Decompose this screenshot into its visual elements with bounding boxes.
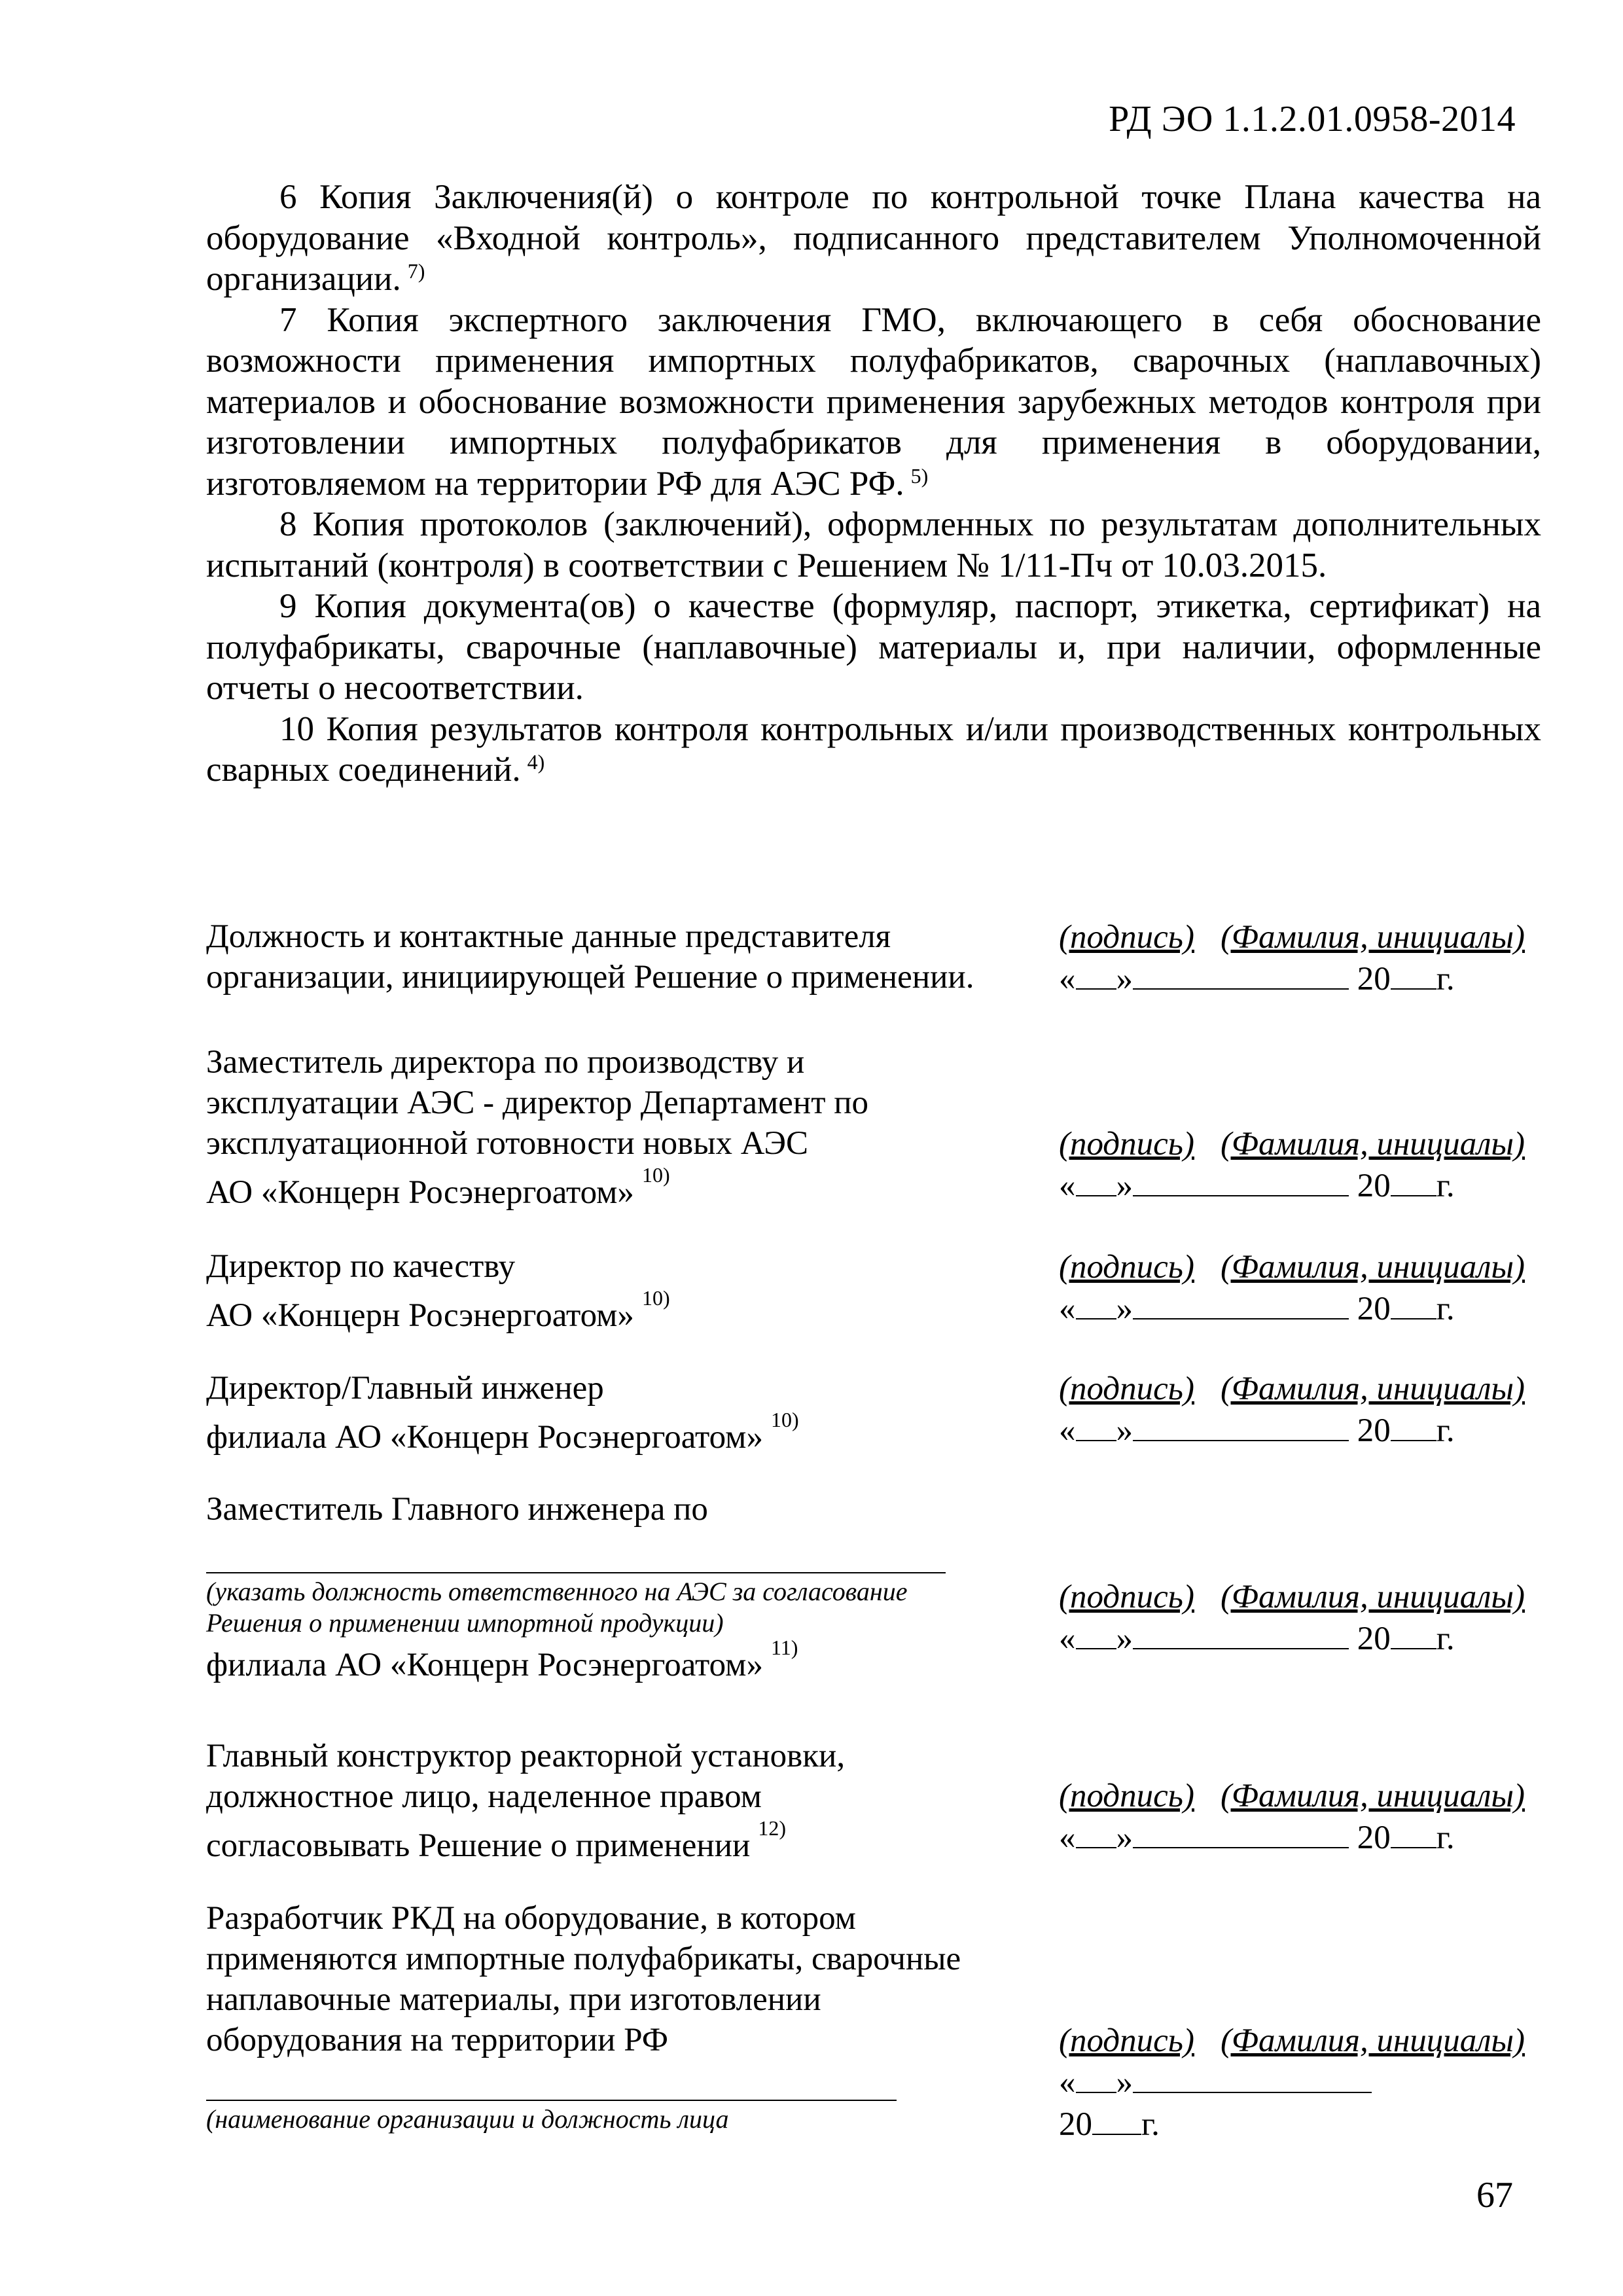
signatory-title: Директор/Главный инженер филиала АО «Концерн Росэнергоатом» $^{10)}$ <box>206 1370 799 1456</box>
list-item: 8 Копия протоколов (заключений), оформленных по результатам дополнительных испытаний (контроля) в соответствии с Решением № 1/11-Пч от 10.03.2015. <box>206 505 1541 584</box>
signatory-title: филиала АО «Концерн Росэнергоатом» $^{11)}$ <box>206 1636 798 1683</box>
signatory-title: Заместитель директора по производству и эксплуатации АЭС - директор Департамент по эксплуатационной готовности новых АЭС АО «Концерн Росэнергоатом» $^{10)}$ <box>206 1044 869 1211</box>
signatory-title: Главный конструктор реакторной установки, должностное лицо, наделенное правом согласовывать Решение о применении $^{12)}$ <box>206 1738 846 1864</box>
field-hint: (указать должность ответственного на АЭС за согласование Решения о применении импортной продукции) <box>206 1577 908 1638</box>
list-item: 10 Копия результатов контроля контрольных и/или производственных контрольных сварных соединений. $^{4)}$ <box>206 709 1541 789</box>
signature-block: (подпись) (Фамилия, инициалы) « » 20 г. <box>1059 2022 1525 2143</box>
list-item: 9 Копия документа(ов) о качестве (формуляр, паспорт, этикетка, сертификат) на полуфабрикаты, сварочные (наплавочные) материалы и, при наличии, оформленные отчеты о несоответствии. <box>206 587 1541 707</box>
list-item: 6 Копия Заключения(й) о контроле по контрольной точке Плана качества на оборудование «Входной контроль», подписанного представителем Уполномоченной организации. $^{7)}$ <box>206 178 1541 298</box>
signature-block: (подпись) (Фамилия, инициалы) « » 20 г. <box>1059 1249 1525 1327</box>
document-code-header: РД ЭО 1.1.2.01.0958-2014 <box>1109 99 1516 139</box>
signatory-title: Заместитель Главного инженера по <box>206 1491 708 1528</box>
signatory-title: Должность и контактные данные представителя организации, инициирующей Решение о применении. <box>206 918 974 996</box>
signature-block: (подпись) (Фамилия, инициалы) « » 20 г. <box>1059 919 1525 997</box>
list-items <box>206 177 1541 791</box>
field-hint: (наименование организации и должность лица <box>206 2104 729 2134</box>
signature-block: (подпись) (Фамилия, инициалы) « » 20 г. <box>1059 1371 1525 1449</box>
signature-block: (подпись) (Фамилия, инициалы) « » 20 г. <box>1059 1778 1525 1856</box>
page-number: 67 <box>1476 2175 1513 2215</box>
signatory-title: Разработчик РКД на оборудование, в котором применяются импортные полуфабрикаты, сварочные наплавочные материалы, при изготовлении оборудования на территории РФ <box>206 1900 961 2058</box>
signature-block: (подпись) (Фамилия, инициалы) « » 20 г. <box>1059 1579 1525 1657</box>
list-item: 7 Копия экспертного заключения ГМО, включающего в себя обоснование возможности применения импортных полуфабрикатов, сварочных (наплавочных) материалов и обоснование возможности применения зарубежных методов контроля при изготовлении импортных полуфабрикатов для применения в оборудовании, изготовляемом на территории РФ для АЭС РФ. $^{5)}$ <box>206 300 1541 503</box>
blank-line <box>206 1572 946 1573</box>
signatory-title: Директор по качеству АО «Концерн Росэнергоатом» $^{10)}$ <box>206 1248 670 1334</box>
signature-block: (подпись) (Фамилия, инициалы) « » 20 г. <box>1059 1126 1525 1204</box>
blank-line <box>206 2100 897 2101</box>
